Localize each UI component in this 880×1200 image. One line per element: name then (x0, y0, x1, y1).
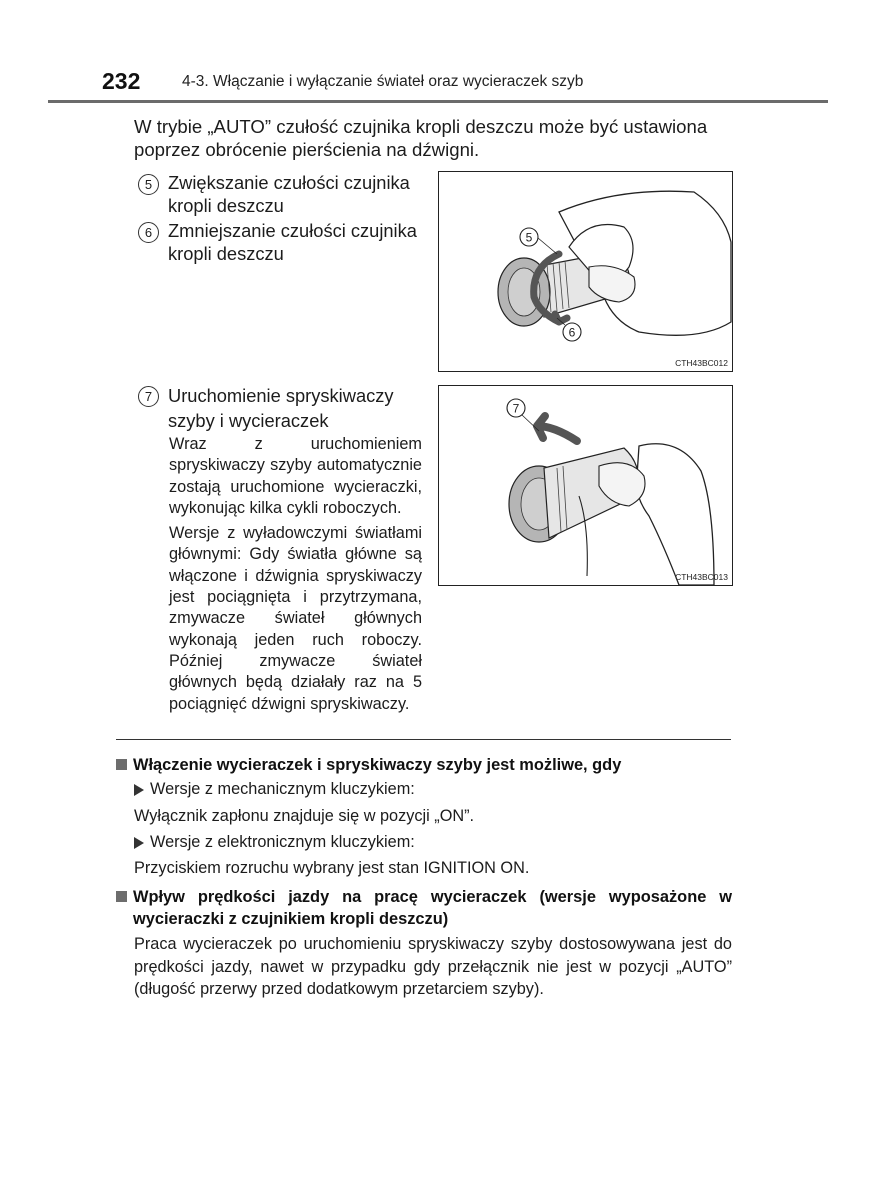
section-square-icon (116, 891, 127, 902)
item-7-desc-para-2: Wersje z wyładowczymi światłami głównymi: Gdy światła główne są włączone i dźwignia spryskiwaczy jest pociągnięta i przytrzymana, zmywacze świateł głównych wykonają jeden ruch roboczy. Później zmywacze świateł głównych będą działały raz na 5 pociągnięć dźwigni spryskiwaczy. (169, 524, 422, 713)
list-item-6 (138, 219, 423, 265)
section-square-icon (116, 759, 127, 770)
item-text-7: Uruchomienie spryskiwaczy szyby i wycieraczek (168, 385, 394, 431)
callout-5: 5 (525, 230, 533, 245)
figure-code: CTH43BC013 (675, 572, 728, 582)
item-number-6: 6 (138, 222, 159, 243)
section-heading-2: Wpływ prędkości jazdy na pracę wycieraczek (wersje wyposażone w wycieraczki z czujnikiem kropli deszczu) (116, 886, 732, 930)
text-electronic-key: Przyciskiem rozruchu wybrany jest stan IGNITION ON. (134, 859, 530, 877)
item-number-5: 5 (138, 174, 159, 195)
chapter-title: 4-3. Włączanie i wyłączanie świateł oraz wycieraczek szyb (182, 73, 584, 90)
triangle-bullet-icon (134, 837, 144, 849)
section-2-text: Praca wycieraczek po uruchomieniu spryskiwaczy szyby dostosowywana jest do prędkości jazdy, nawet w przypadku gdy przełącznik nie jest w pozycji „AUTO” (długość przerwy przed dodatkowym przetarciem szyby). (134, 935, 732, 998)
page-number: 232 (102, 68, 141, 94)
pull-arrow-icon (537, 416, 577, 441)
callout-6: 6 (568, 325, 576, 340)
item-7-desc-para-1: Wraz z uruchomieniem spryskiwaczy szyby automatycznie zostają uruchomione wycieraczki, wykonując kilka cykli roboczych. (169, 435, 422, 517)
section-divider (116, 739, 731, 740)
intro-paragraph: W trybie „AUTO” czułość czujnika kropli deszczu może być ustawiona poprzez obrócenie pierścienia na dźwigni. (134, 116, 708, 160)
list-item-7 (138, 383, 423, 433)
figure-code: CTH43BC012 (675, 358, 728, 368)
item-number-7: 7 (138, 386, 159, 407)
item-text-6: Zmniejszanie czułości czujnika kropli deszczu (168, 220, 417, 264)
bullet-mechanical-key: Wersje z mechanicznym kluczykiem: (134, 780, 415, 799)
page-header (48, 68, 828, 104)
item-text-5: Zwiększanie czułości czujnika kropli deszczu (168, 172, 410, 216)
list-item-5 (138, 171, 423, 217)
triangle-bullet-icon (134, 784, 144, 796)
section-heading-1: Włączenie wycieraczek i spryskiwaczy szyby jest możliwe, gdy (116, 754, 732, 776)
washer-lever-illustration (439, 386, 732, 585)
lever-ring-illustration (439, 172, 732, 371)
bullet-electronic-key: Wersje z elektronicznym kluczykiem: (134, 833, 415, 852)
callout-7: 7 (512, 401, 520, 416)
item-7-description (169, 434, 422, 719)
figure-washer-lever (438, 385, 733, 586)
figure-rain-sensor-ring (438, 171, 733, 372)
header-divider (48, 100, 828, 103)
text-mechanical-key: Wyłącznik zapłonu znajduje się w pozycji „ON”. (134, 807, 475, 825)
